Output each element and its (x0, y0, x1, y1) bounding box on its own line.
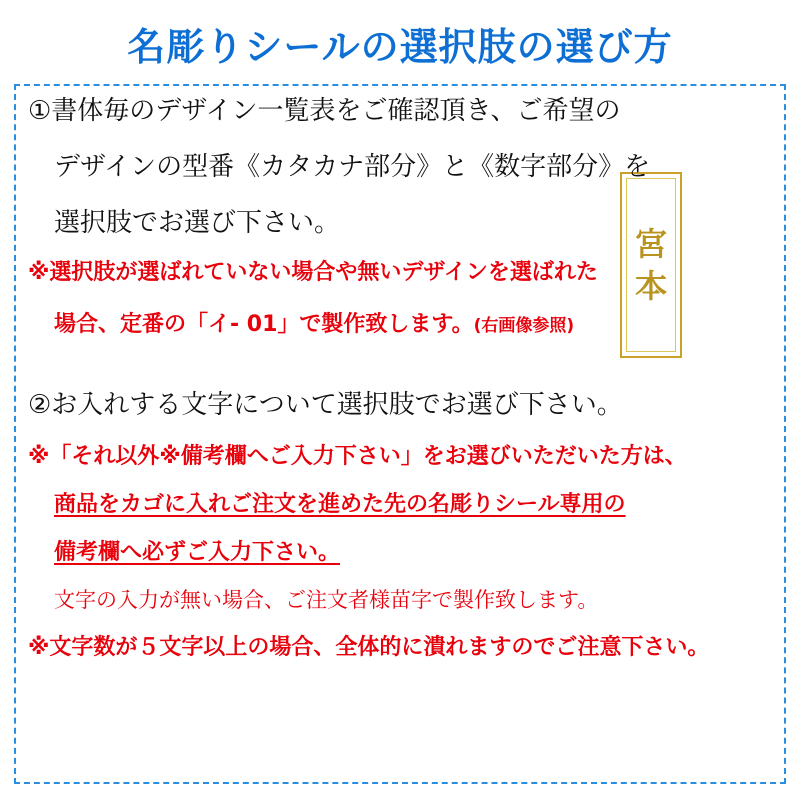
section1-note2-main: 場合、定番の「イ- 01」で製作致します。 (54, 312, 474, 337)
section1-line2: デザインの型番《カタカナ部分》と《数字部分》を (54, 152, 651, 182)
page-title-text: 名彫りシールの選択肢の選び方 (127, 25, 673, 69)
section1-line1: ①書体毎のデザイン一覧表をご確認頂き、ご希望の (28, 96, 621, 126)
section2-note1: ※「それ以外※備考欄へご入力下さい」をお選びいただいた方は、 (28, 444, 687, 469)
section2-line1: ②お入れする文字について選択肢でお選び下さい。 (28, 390, 623, 420)
sample-seal-char-1: 宮 (634, 225, 667, 263)
section2-note5: ※文字数が５文字以上の場合、全体的に潰れますのでご注意下さい。 (28, 635, 710, 660)
section1-note2-sub: (右画像参照) (473, 316, 575, 336)
section1-note1: ※選択肢が選ばれていない場合や無いデザインを選ばれた (28, 260, 598, 285)
section2-note4: 文字の入力が無い場合、ご注文者様苗字で製作致します。 (54, 588, 599, 612)
section1-line3: 選択肢でお選び下さい。 (54, 208, 341, 238)
section2-note2: 商品をカゴに入れご注文を進めた先の名彫りシール専用の (54, 492, 626, 517)
section1-note2 (54, 314, 772, 336)
instructions-body (28, 98, 772, 659)
section2-note3: 備考欄へ必ずご入力下さい。 (54, 540, 341, 565)
page-title (0, 16, 800, 71)
sample-seal-char-2: 本 (634, 267, 667, 305)
